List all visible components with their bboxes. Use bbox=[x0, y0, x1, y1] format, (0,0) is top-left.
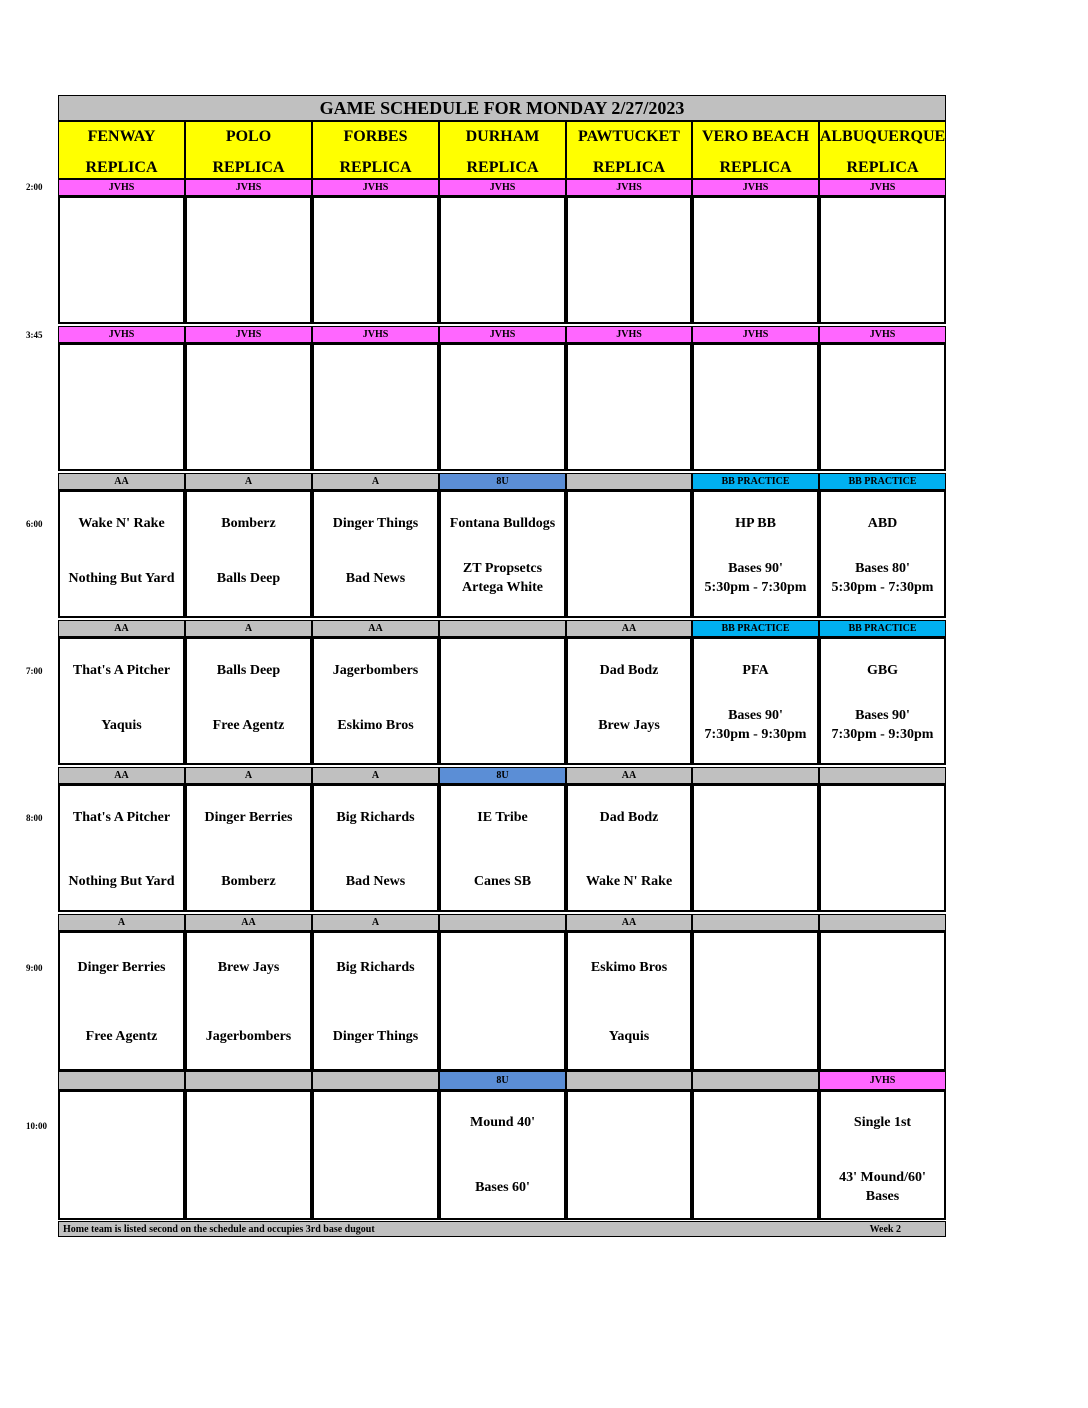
team-top: Balls Deep bbox=[216, 663, 281, 678]
footer-note: Home team is listed second on the schedule and occupies 3rd base dugout bbox=[63, 1223, 375, 1235]
team-top: Wake N' Rake bbox=[78, 516, 165, 531]
team-top: ABD bbox=[867, 516, 898, 531]
division-label: JVHS bbox=[312, 326, 439, 343]
division-label: BB PRACTICE bbox=[819, 473, 946, 490]
game-cell bbox=[819, 931, 946, 1071]
team-bottom: Eskimo Bros bbox=[337, 718, 414, 733]
game-cell bbox=[185, 1090, 312, 1220]
team-top: Brew Jays bbox=[217, 960, 280, 975]
division-label: JVHS bbox=[566, 179, 692, 196]
game-cell bbox=[185, 343, 312, 471]
game-cell bbox=[58, 1090, 185, 1220]
division-label bbox=[566, 1071, 692, 1090]
team-bottom: ZT Propsetcs bbox=[462, 561, 543, 576]
team-bottom: Balls Deep bbox=[216, 571, 281, 586]
game-cell bbox=[692, 343, 819, 471]
team-top: Fontana Bulldogs bbox=[449, 516, 556, 531]
game-cell bbox=[566, 637, 692, 765]
field-subtitle: REPLICA bbox=[719, 159, 792, 176]
team-bottom: Wake N' Rake bbox=[585, 874, 673, 889]
division-label: JVHS bbox=[692, 326, 819, 343]
game-cell bbox=[312, 343, 439, 471]
team-bottom: 43' Mound/60' bbox=[839, 1170, 926, 1185]
field-name: PAWTUCKET bbox=[578, 128, 680, 145]
team-bottom-line2: 7:30pm - 9:30pm bbox=[831, 727, 934, 742]
game-cell bbox=[439, 1090, 566, 1220]
field-header-fenway bbox=[58, 121, 185, 179]
team-top: Eskimo Bros bbox=[590, 960, 668, 975]
team-top: Jagerbombers bbox=[332, 663, 419, 678]
team-bottom: Dinger Things bbox=[332, 1029, 419, 1044]
game-cell bbox=[566, 343, 692, 471]
field-name: DURHAM bbox=[465, 128, 540, 145]
game-cell bbox=[819, 490, 946, 618]
team-top: Dad Bodz bbox=[599, 810, 659, 825]
division-label: AA bbox=[185, 914, 312, 931]
field-name: VERO BEACH bbox=[701, 128, 810, 145]
game-cell bbox=[185, 490, 312, 618]
field-header-forbes bbox=[312, 121, 439, 179]
division-label: JVHS bbox=[185, 326, 312, 343]
team-top: Dinger Berries bbox=[77, 960, 166, 975]
game-cell bbox=[566, 1090, 692, 1220]
team-bottom: Yaquis bbox=[608, 1029, 650, 1044]
game-cell bbox=[566, 784, 692, 912]
team-bottom: Bases 90' bbox=[855, 708, 910, 723]
team-top: GBG bbox=[866, 663, 899, 678]
team-top: HP BB bbox=[735, 516, 776, 531]
game-cell bbox=[439, 784, 566, 912]
field-header-albuquerque bbox=[819, 121, 946, 179]
division-label bbox=[692, 1071, 819, 1090]
game-cell bbox=[692, 196, 819, 324]
game-cell bbox=[185, 637, 312, 765]
division-label: JVHS bbox=[819, 1071, 946, 1090]
field-name: ALBUQUERQUE bbox=[819, 128, 946, 145]
team-top: Dinger Things bbox=[332, 516, 419, 531]
division-label: JVHS bbox=[58, 326, 185, 343]
game-cell bbox=[58, 490, 185, 618]
division-label: A bbox=[312, 767, 439, 784]
team-top: Single 1st bbox=[853, 1115, 912, 1130]
team-top: Mound 40' bbox=[470, 1115, 535, 1130]
game-cell bbox=[819, 637, 946, 765]
division-label: JVHS bbox=[819, 326, 946, 343]
game-cell bbox=[58, 196, 185, 324]
division-label: JVHS bbox=[185, 179, 312, 196]
team-top: PFA bbox=[742, 663, 769, 678]
division-label bbox=[819, 914, 946, 931]
team-bottom-line2: 5:30pm - 7:30pm bbox=[704, 580, 807, 595]
game-cell bbox=[566, 490, 692, 618]
division-label: BB PRACTICE bbox=[692, 473, 819, 490]
field-header-polo bbox=[185, 121, 312, 179]
division-label: 8U bbox=[439, 767, 566, 784]
field-name: FENWAY bbox=[87, 128, 156, 145]
division-label: AA bbox=[312, 620, 439, 637]
game-cell bbox=[185, 196, 312, 324]
division-label: JVHS bbox=[312, 179, 439, 196]
division-label: 8U bbox=[439, 1071, 566, 1090]
team-top: Dad Bodz bbox=[599, 663, 659, 678]
game-cell bbox=[312, 490, 439, 618]
division-label: A bbox=[312, 914, 439, 931]
field-subtitle: REPLICA bbox=[339, 159, 412, 176]
game-cell bbox=[692, 1090, 819, 1220]
game-cell bbox=[819, 196, 946, 324]
game-cell bbox=[312, 1090, 439, 1220]
game-cell bbox=[692, 490, 819, 618]
game-cell bbox=[312, 931, 439, 1071]
division-label: AA bbox=[58, 620, 185, 637]
team-bottom: Free Agentz bbox=[212, 718, 285, 733]
division-label: AA bbox=[566, 620, 692, 637]
division-label bbox=[819, 767, 946, 784]
team-bottom: Nothing But Yard bbox=[68, 571, 175, 586]
team-top: Big Richards bbox=[336, 960, 415, 975]
field-name: FORBES bbox=[343, 128, 408, 145]
team-top: That's A Pitcher bbox=[72, 663, 171, 678]
game-cell bbox=[439, 490, 566, 618]
team-bottom: Bad News bbox=[345, 571, 406, 586]
division-label: AA bbox=[566, 914, 692, 931]
team-bottom: Bomberz bbox=[221, 874, 276, 889]
game-cell bbox=[439, 343, 566, 471]
team-bottom: Jagerbombers bbox=[205, 1029, 292, 1044]
team-top: That's A Pitcher bbox=[72, 810, 171, 825]
team-bottom: Bases 90' bbox=[728, 561, 783, 576]
field-header-durham bbox=[439, 121, 566, 179]
team-bottom-line2: 5:30pm - 7:30pm bbox=[831, 580, 934, 595]
division-label: AA bbox=[58, 767, 185, 784]
game-cell bbox=[58, 343, 185, 471]
game-cell bbox=[312, 196, 439, 324]
division-label: A bbox=[185, 767, 312, 784]
schedule-title: GAME SCHEDULE FOR MONDAY 2/27/2023 bbox=[58, 95, 946, 121]
team-top: Dinger Berries bbox=[204, 810, 293, 825]
division-label bbox=[439, 620, 566, 637]
division-label: A bbox=[185, 620, 312, 637]
game-cell bbox=[58, 784, 185, 912]
division-label: JVHS bbox=[692, 179, 819, 196]
game-cell bbox=[185, 784, 312, 912]
game-cell bbox=[312, 784, 439, 912]
division-label: 8U bbox=[439, 473, 566, 490]
field-subtitle: REPLICA bbox=[592, 159, 665, 176]
field-header-pawtucket bbox=[566, 121, 692, 179]
team-top: Big Richards bbox=[336, 810, 415, 825]
game-cell bbox=[819, 1090, 946, 1220]
team-bottom: Bases 90' bbox=[728, 708, 783, 723]
game-cell bbox=[692, 637, 819, 765]
week-label: Week 2 bbox=[869, 1223, 901, 1235]
game-cell bbox=[566, 931, 692, 1071]
time-label: 2:00 bbox=[26, 182, 43, 192]
team-top: IE Tribe bbox=[477, 810, 528, 825]
division-label: JVHS bbox=[58, 179, 185, 196]
division-label: BB PRACTICE bbox=[819, 620, 946, 637]
division-label: JVHS bbox=[819, 179, 946, 196]
division-label: JVHS bbox=[439, 179, 566, 196]
division-label: JVHS bbox=[566, 326, 692, 343]
game-cell bbox=[58, 931, 185, 1071]
division-label: A bbox=[58, 914, 185, 931]
team-bottom: Brew Jays bbox=[598, 718, 660, 733]
field-subtitle: REPLICA bbox=[466, 159, 539, 176]
game-cell bbox=[819, 343, 946, 471]
time-label: 6:00 bbox=[26, 519, 43, 529]
field-name: POLO bbox=[225, 128, 272, 145]
division-label bbox=[312, 1071, 439, 1090]
team-bottom-line2: Artega White bbox=[462, 580, 543, 595]
team-bottom: Bases 60' bbox=[475, 1180, 530, 1195]
field-subtitle: REPLICA bbox=[212, 159, 285, 176]
division-label bbox=[566, 473, 692, 490]
time-label: 7:00 bbox=[26, 666, 43, 676]
game-cell bbox=[692, 931, 819, 1071]
game-cell bbox=[439, 637, 566, 765]
game-cell bbox=[58, 637, 185, 765]
division-label: A bbox=[185, 473, 312, 490]
team-bottom-line2: Bases bbox=[865, 1189, 900, 1204]
game-cell bbox=[312, 637, 439, 765]
footer-note-bar bbox=[58, 1221, 946, 1237]
field-subtitle: REPLICA bbox=[85, 159, 158, 176]
game-cell bbox=[692, 784, 819, 912]
game-cell bbox=[566, 196, 692, 324]
division-label bbox=[439, 914, 566, 931]
division-label: AA bbox=[58, 473, 185, 490]
time-label: 8:00 bbox=[26, 813, 43, 823]
time-label: 9:00 bbox=[26, 963, 43, 973]
field-subtitle: REPLICA bbox=[846, 159, 919, 176]
division-label: A bbox=[312, 473, 439, 490]
division-label: BB PRACTICE bbox=[692, 620, 819, 637]
time-label: 3:45 bbox=[26, 330, 43, 340]
team-bottom: Nothing But Yard bbox=[68, 874, 175, 889]
team-bottom: Canes SB bbox=[473, 874, 532, 889]
game-cell bbox=[439, 931, 566, 1071]
division-label: AA bbox=[566, 767, 692, 784]
division-label: JVHS bbox=[439, 326, 566, 343]
team-bottom: Bad News bbox=[345, 874, 406, 889]
game-cell bbox=[439, 196, 566, 324]
game-cell bbox=[819, 784, 946, 912]
team-bottom: Free Agentz bbox=[85, 1029, 158, 1044]
time-label: 10:00 bbox=[26, 1121, 47, 1131]
game-cell bbox=[185, 931, 312, 1071]
team-top: Bomberz bbox=[221, 516, 276, 531]
team-bottom-line2: 7:30pm - 9:30pm bbox=[704, 727, 807, 742]
division-label bbox=[692, 767, 819, 784]
field-header-vero-beach bbox=[692, 121, 819, 179]
division-label bbox=[692, 914, 819, 931]
schedule-grid bbox=[58, 95, 946, 1240]
team-bottom: Yaquis bbox=[101, 718, 142, 733]
division-label bbox=[185, 1071, 312, 1090]
team-bottom: Bases 80' bbox=[855, 561, 910, 576]
division-label bbox=[58, 1071, 185, 1090]
